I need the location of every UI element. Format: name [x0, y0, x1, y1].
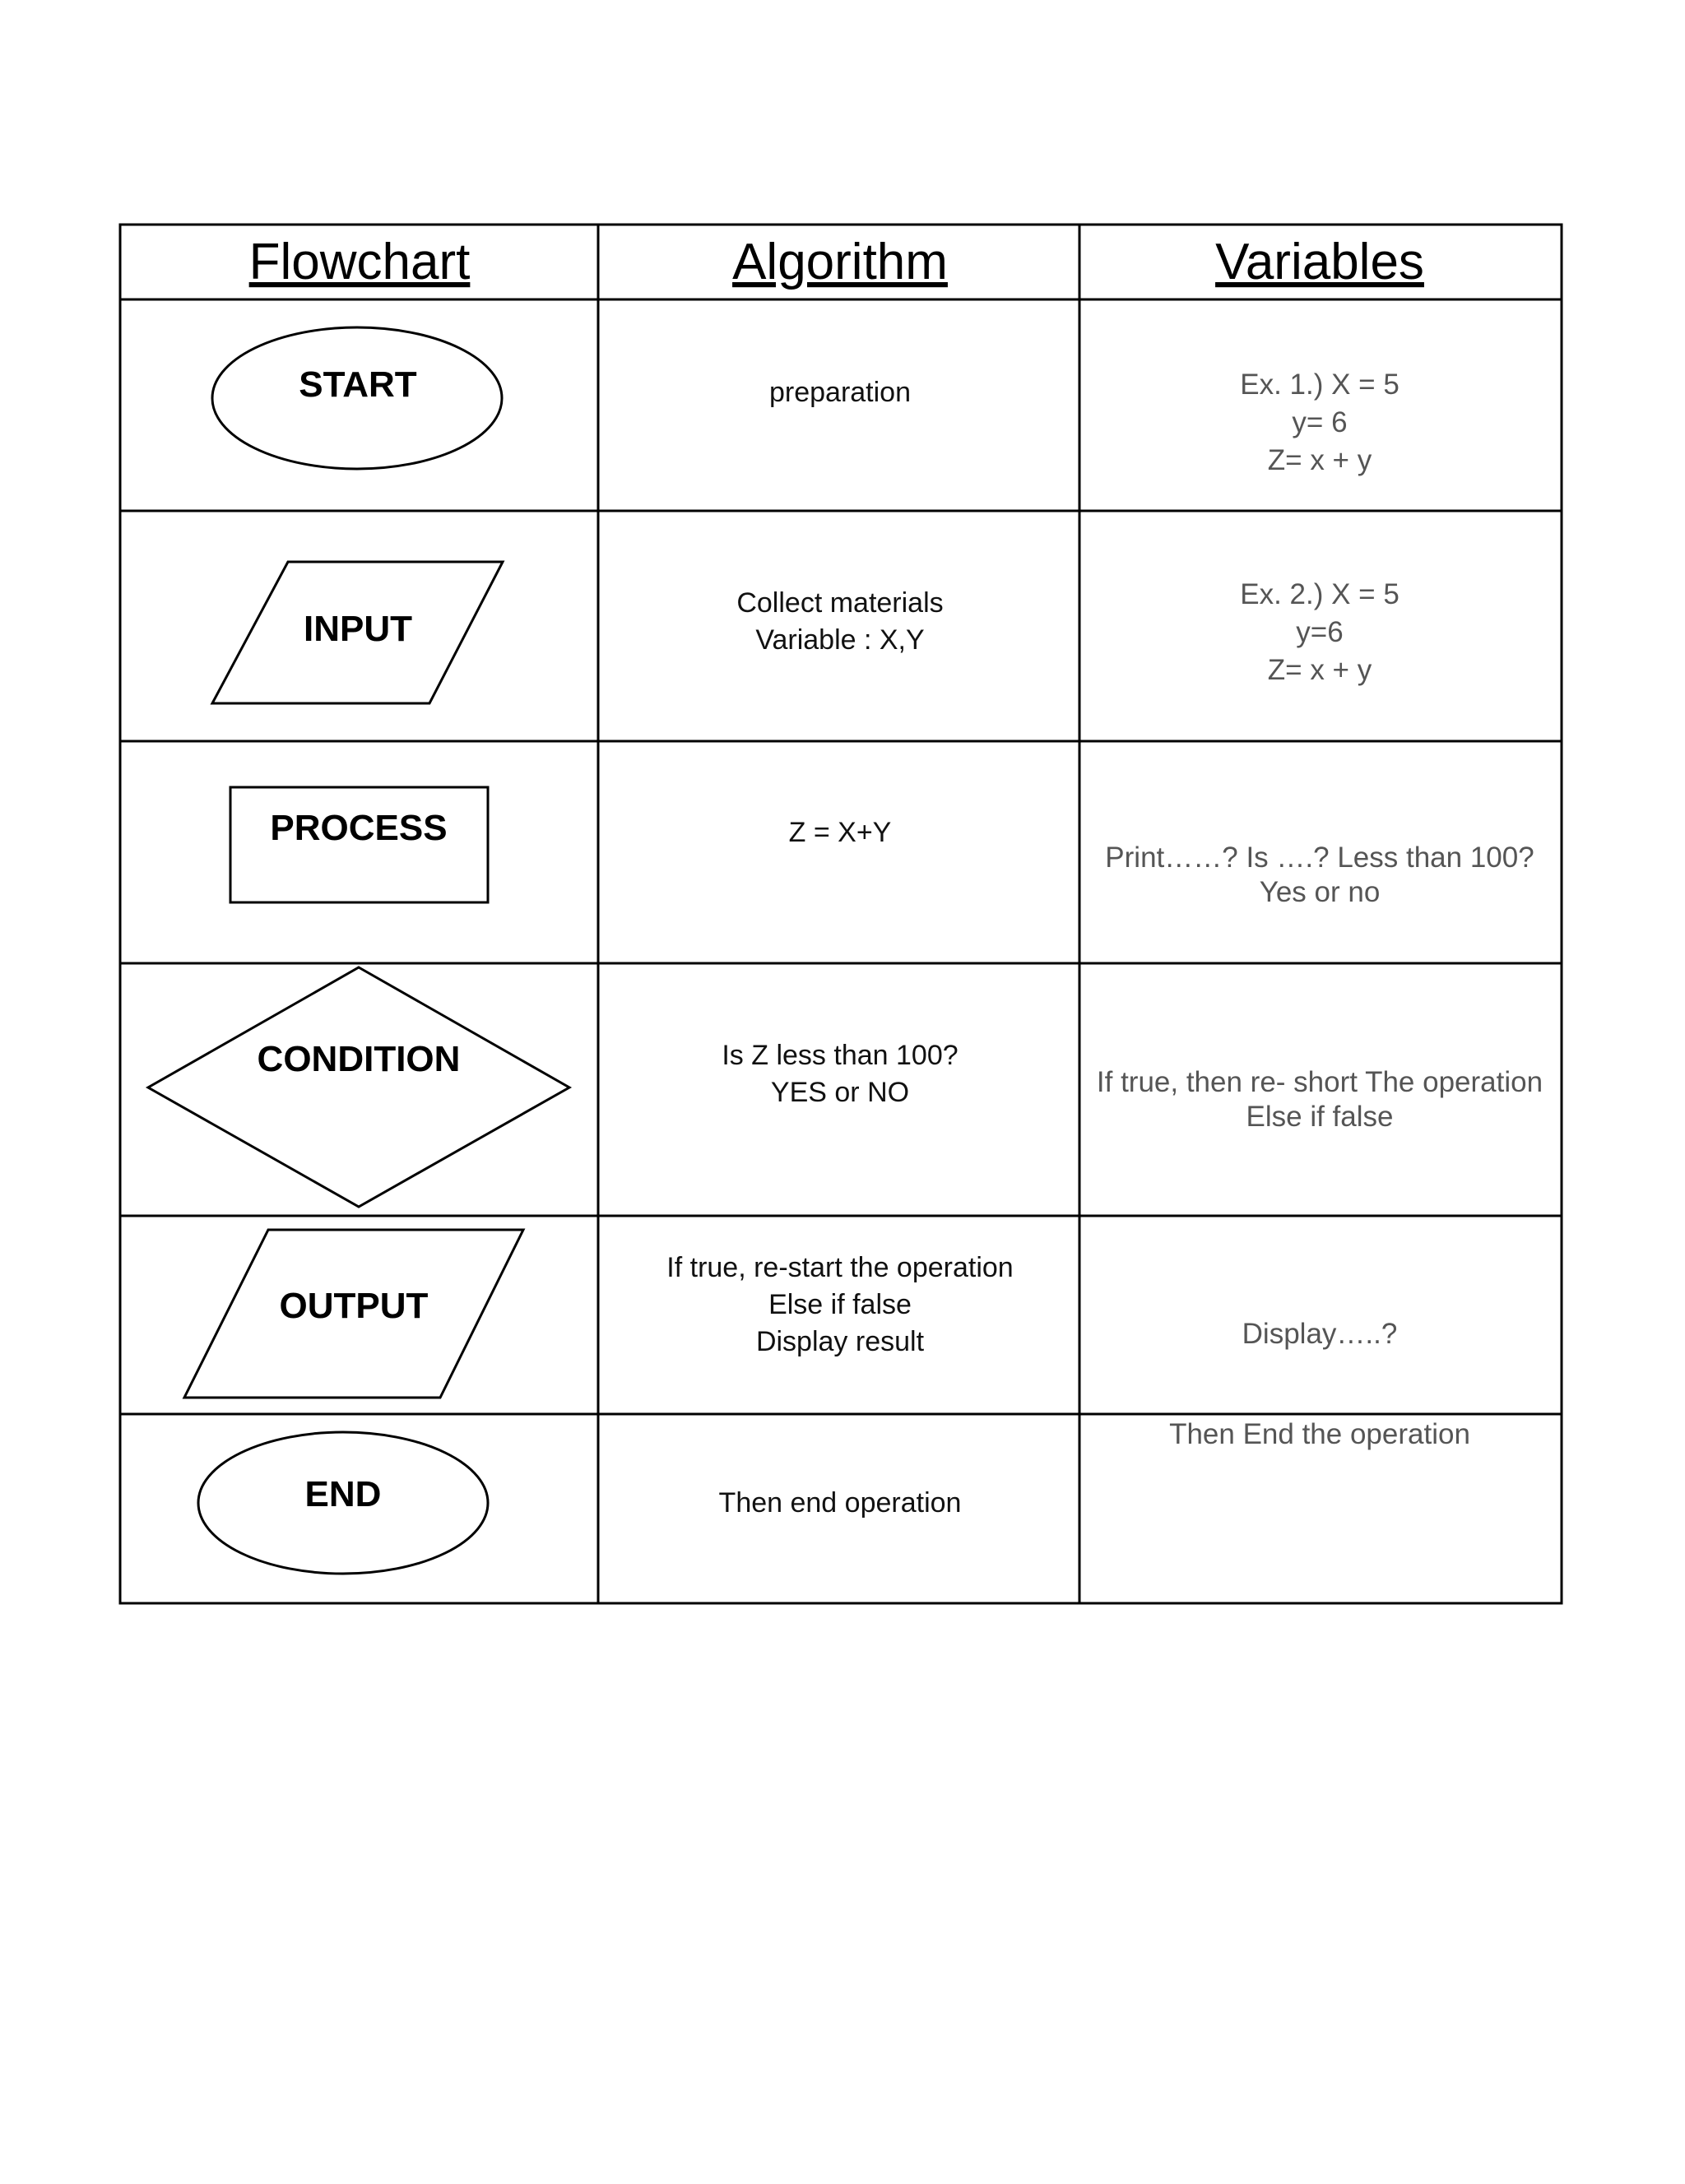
table-header [249, 234, 1424, 290]
algorithm-text: Then end operation [718, 1487, 962, 1519]
condition-diamond-shape [148, 967, 569, 1207]
variables-text: Print……? Is ….? Less than 100? [1105, 842, 1534, 874]
variables-text: y= 6 [1292, 406, 1348, 438]
header-flowchart: Flowchart [248, 234, 471, 290]
algorithm-text: Display result [755, 1326, 925, 1357]
header-variables: Variables [1215, 234, 1424, 290]
algorithm-text: Is Z less than 100? [722, 1040, 959, 1071]
algorithm-text: preparation [768, 377, 912, 408]
header-algorithm: Algorithm [732, 234, 948, 290]
variables-text: y=6 [1296, 616, 1344, 648]
algorithm-text: YES or NO [770, 1077, 910, 1108]
variables-text: Z= x + y [1267, 444, 1372, 476]
start-label: START [299, 364, 417, 405]
algorithm-text: If true, re-start the operation [666, 1252, 1014, 1283]
variables-text: If true, then re- short The operation [1096, 1066, 1543, 1098]
algorithm-text: Z = X+Y [788, 817, 892, 848]
end-label: END [304, 1474, 382, 1514]
algorithm-text: Else if false [768, 1289, 912, 1320]
output-label: OUTPUT [279, 1286, 429, 1326]
variables-text: Display…..? [1242, 1318, 1398, 1350]
variables-column [1097, 369, 1543, 1450]
algorithm-text: Variable : X,Y [755, 624, 925, 656]
algorithm-text: Collect materials [736, 587, 944, 619]
input-label: INPUT [304, 609, 412, 649]
variables-text: Then End the operation [1169, 1418, 1470, 1450]
variables-text: Ex. 2.) X = 5 [1240, 578, 1400, 610]
condition-label: CONDITION [257, 1039, 461, 1079]
variables-text: Ex. 1.) X = 5 [1240, 369, 1400, 401]
flowchart-shapes [148, 327, 569, 1574]
process-label: PROCESS [270, 808, 448, 848]
algorithm-column [666, 377, 1013, 1519]
variables-text: Else if false [1246, 1101, 1394, 1133]
variables-text: Yes or no [1259, 876, 1381, 908]
variables-text: Z= x + y [1267, 654, 1372, 686]
